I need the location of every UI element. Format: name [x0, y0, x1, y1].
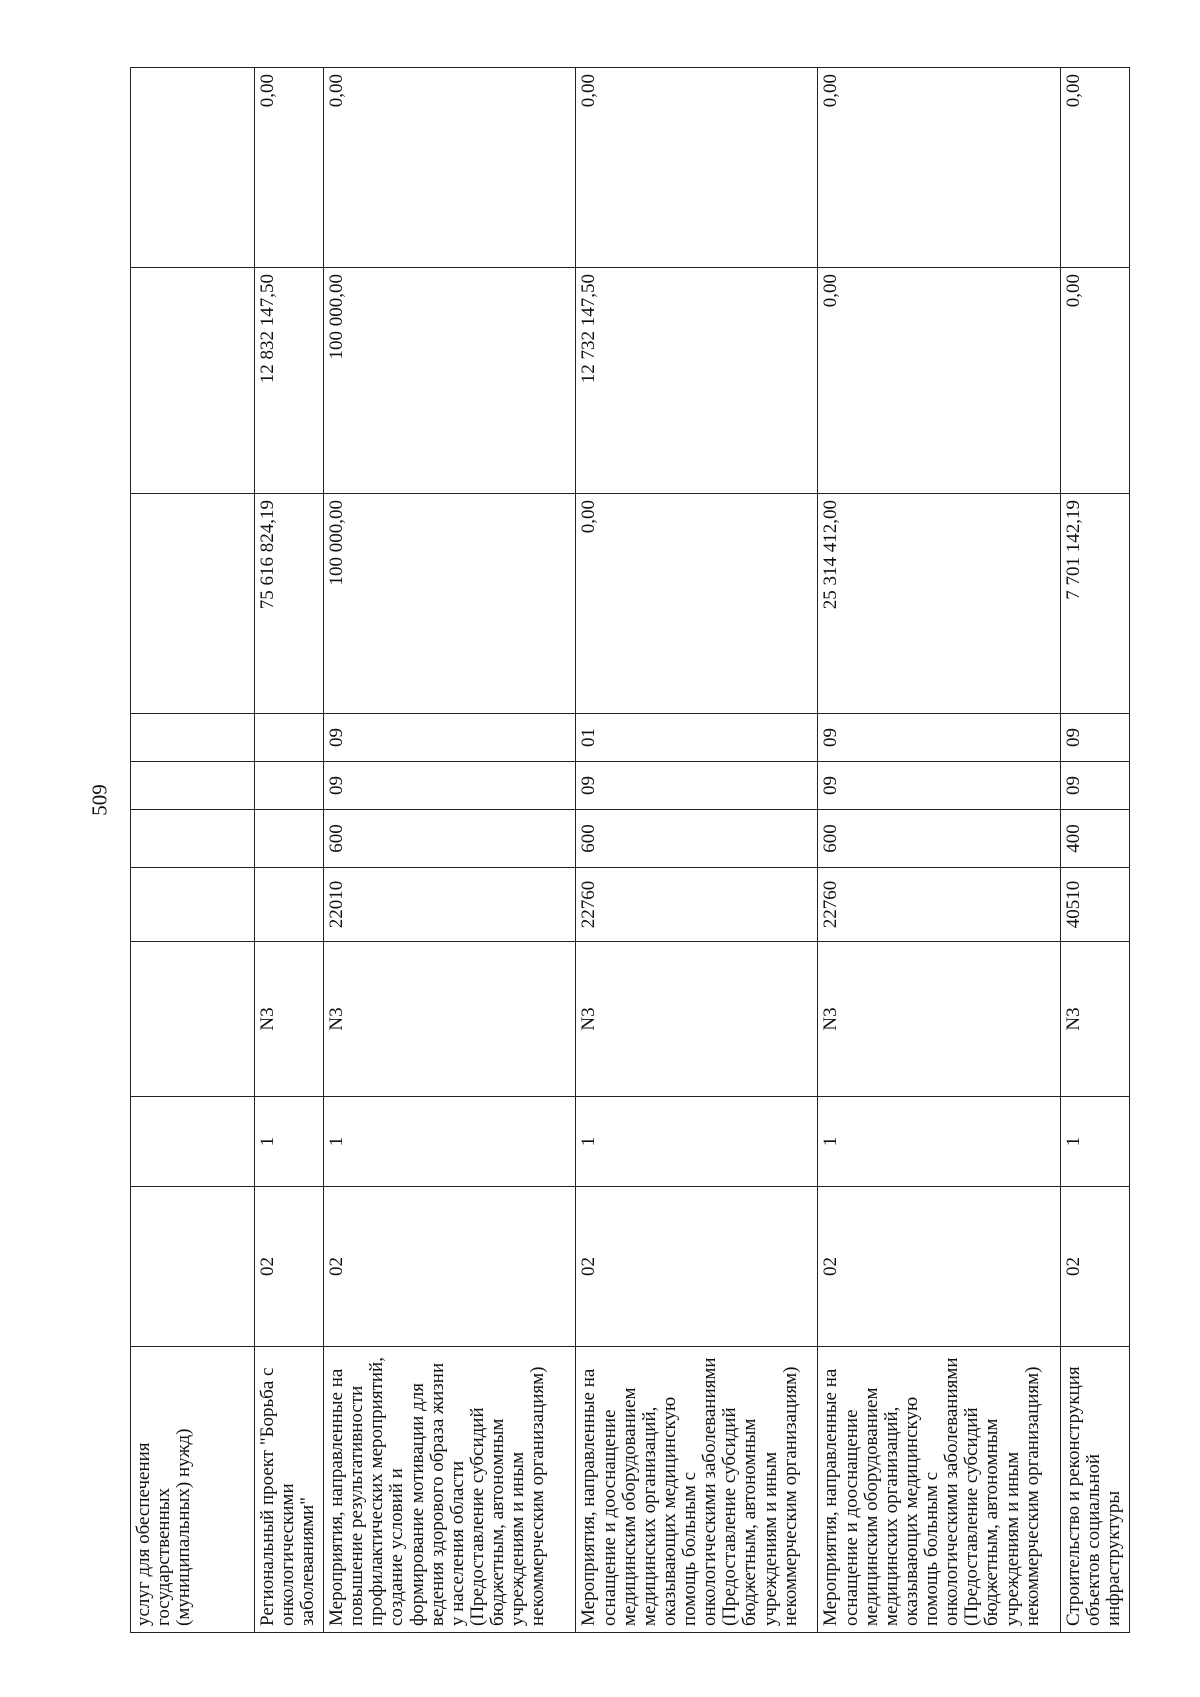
cell-direction: [254, 868, 323, 942]
row-name: Региональный проект "Борьба с онкологическими заболеваниями": [254, 1347, 323, 1633]
cell-project: N3: [576, 942, 818, 1097]
cell-amount-3: 0,00: [1060, 68, 1129, 268]
cell-expense-type: [131, 810, 255, 868]
cell-subsection: [254, 714, 323, 762]
cell-amount-2: 12 732 147,50: [576, 268, 818, 494]
row-name: Мероприятия, направленные на оснащение и дооснащение медицинским оборудованием медицинских организаций, оказывающих медицинскую помощь больным с онкологическими заболеваниями (Предоставление субсидий бюджетным, автономным учреждениям и иным некоммерческим организациям): [576, 1347, 818, 1633]
cell-section: 09: [576, 762, 818, 810]
cell-amount-2: 0,00: [1060, 268, 1129, 494]
cell-amount-2: 12 832 147,50: [254, 268, 323, 494]
table-row: [131, 68, 255, 1633]
cell-amount-3: 0,00: [324, 68, 576, 268]
cell-amount-1: 0,00: [576, 494, 818, 714]
cell-project: [131, 942, 255, 1097]
cell-amount-2: [131, 268, 255, 494]
budget-table: [130, 67, 1130, 1633]
cell-project: N3: [1060, 942, 1129, 1097]
cell-amount-2: 100 000,00: [324, 268, 576, 494]
cell-subsection: 09: [324, 714, 576, 762]
cell-subsection: 09: [818, 714, 1060, 762]
cell-subprogram: 1: [254, 1097, 323, 1187]
cell-subsection: 09: [1060, 714, 1129, 762]
table-row: [324, 68, 576, 1633]
table-row: [1060, 68, 1129, 1633]
cell-program: [131, 1187, 255, 1347]
cell-amount-1: 7 701 142,19: [1060, 494, 1129, 714]
row-name: услуг для обеспечения государственных (муниципальных) нужд): [131, 1347, 255, 1633]
cell-direction: 22010: [324, 868, 576, 942]
cell-subprogram: 1: [324, 1097, 576, 1187]
rotated-page-content: [130, 68, 1130, 1633]
table-row: [254, 68, 323, 1633]
cell-program: 02: [324, 1187, 576, 1347]
cell-subsection: 01: [576, 714, 818, 762]
cell-amount-3: 0,00: [576, 68, 818, 268]
cell-program: 02: [254, 1187, 323, 1347]
cell-expense-type: 400: [1060, 810, 1129, 868]
table-row: [818, 68, 1060, 1633]
cell-expense-type: 600: [324, 810, 576, 868]
cell-amount-3: [131, 68, 255, 268]
cell-program: 02: [1060, 1187, 1129, 1347]
cell-project: N3: [324, 942, 576, 1097]
cell-section: [131, 762, 255, 810]
cell-section: [254, 762, 323, 810]
row-name: Мероприятия, направленные на оснащение и дооснащение медицинским оборудованием медицинских организаций, оказывающих медицинскую помощь больным с онкологическими заболеваниями (Предоставление субсидий бюджетным, автономным учреждениям и иным некоммерческим организациям): [818, 1347, 1060, 1633]
cell-amount-1: 75 616 824,19: [254, 494, 323, 714]
cell-subprogram: 1: [818, 1097, 1060, 1187]
cell-direction: 22760: [818, 868, 1060, 942]
table-row: [576, 68, 818, 1633]
cell-amount-3: 0,00: [254, 68, 323, 268]
cell-amount-1: 25 314 412,00: [818, 494, 1060, 714]
cell-program: 02: [576, 1187, 818, 1347]
cell-direction: [131, 868, 255, 942]
cell-project: N3: [818, 942, 1060, 1097]
cell-subprogram: 1: [1060, 1097, 1129, 1187]
cell-subprogram: [131, 1097, 255, 1187]
cell-expense-type: 600: [818, 810, 1060, 868]
cell-project: N3: [254, 942, 323, 1097]
cell-direction: 40510: [1060, 868, 1129, 942]
cell-program: 02: [818, 1187, 1060, 1347]
cell-subprogram: 1: [576, 1097, 818, 1187]
cell-section: 09: [818, 762, 1060, 810]
cell-subsection: [131, 714, 255, 762]
cell-amount-2: 0,00: [818, 268, 1060, 494]
page-number: 509: [87, 784, 112, 816]
cell-amount-1: [131, 494, 255, 714]
cell-section: 09: [324, 762, 576, 810]
row-name: Мероприятия, направленные на повышение результативности профилактических мероприятий, создание условий и формирование мотивации для ведения здорового образа жизни у населения области (Предоставление субсидий бюджетным, автономным учреждениям и иным некоммерческим организациям): [324, 1347, 576, 1633]
cell-section: 09: [1060, 762, 1129, 810]
cell-expense-type: 600: [576, 810, 818, 868]
cell-expense-type: [254, 810, 323, 868]
row-name: Строительство и реконструкция объектов социальной инфраструктуры: [1060, 1347, 1129, 1633]
cell-direction: 22760: [576, 868, 818, 942]
cell-amount-3: 0,00: [818, 68, 1060, 268]
cell-amount-1: 100 000,00: [324, 494, 576, 714]
